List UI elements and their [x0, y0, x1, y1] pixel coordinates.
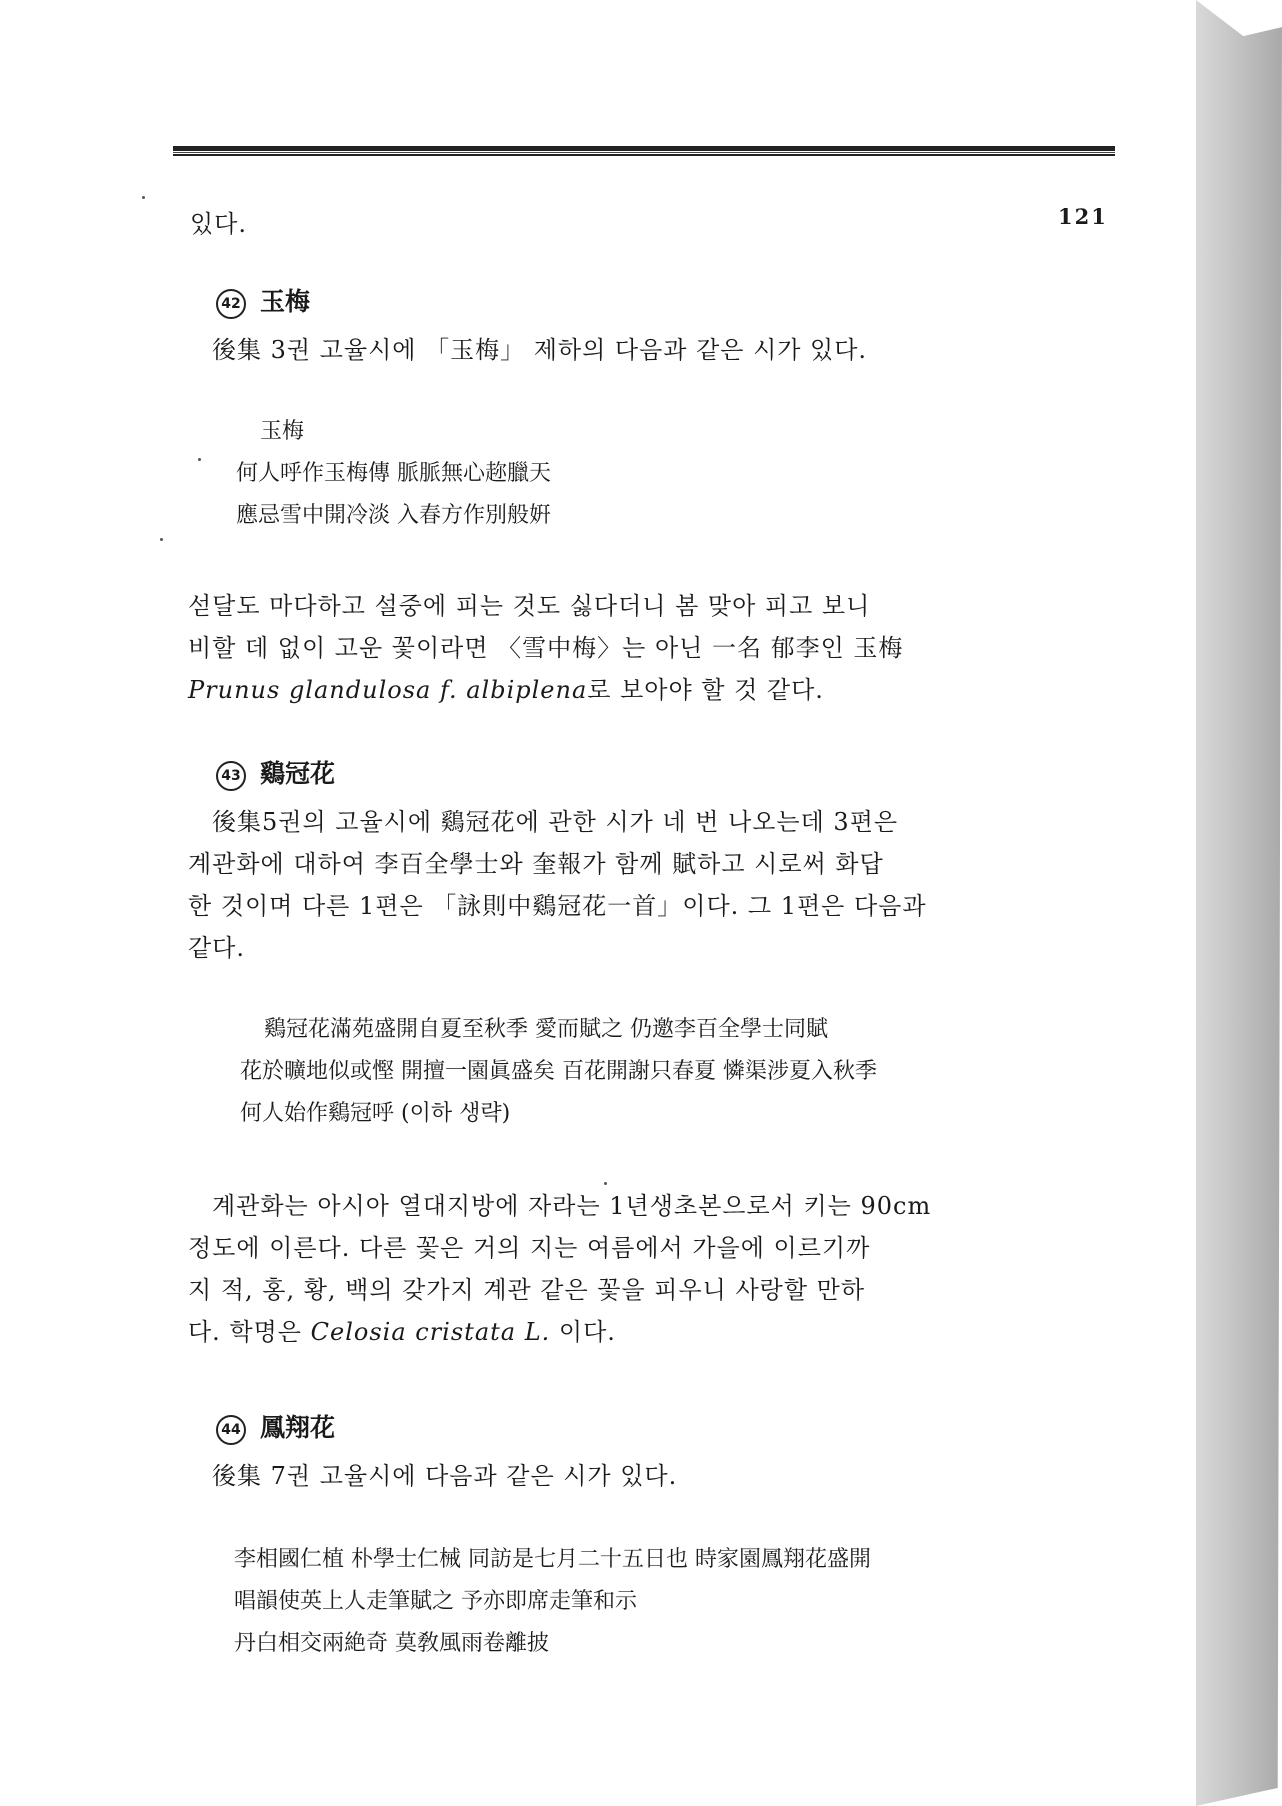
body-line-suffix: 이다. — [558, 1318, 616, 1346]
section-heading-43 — [216, 754, 335, 791]
body-line — [188, 1312, 616, 1347]
poem-line: 何人呼作玉梅傳 脈脈無心趂臘天 — [236, 461, 551, 486]
poem-line: 應忌雪中開冷淡 入春方作別般姸 — [236, 503, 551, 528]
speck — [198, 458, 201, 461]
body-line-suffix: 로 보아야 할 것 같다. — [587, 676, 824, 704]
body-line: 정도에 이른다. 다른 꽃은 거의 지는 여름에서 가을에 이르기까 — [188, 1234, 871, 1262]
section-title: 鷄冠花 — [260, 759, 336, 788]
section-number: 42 — [216, 289, 246, 319]
section-heading-42 — [216, 282, 310, 319]
scientific-name: Celosia cristata L. — [310, 1318, 551, 1346]
section-number: 43 — [216, 761, 246, 791]
body-line: 섣달도 마다하고 설중에 피는 것도 싫다더니 봄 맞아 피고 보니 — [188, 592, 871, 620]
poem-line: 鷄冠花滿苑盛開自夏至秋季 愛而賦之 仍邀李百全學士同賦 — [264, 1017, 828, 1042]
header-rule — [173, 146, 1115, 156]
poem-line: 花於曠地似或慳 開擅一園眞盛矣 百花開謝只春夏 憐渠涉夏入秋季 — [240, 1059, 877, 1084]
section-intro: 계관화에 대하여 李百全學士와 奎報가 함께 賦하고 시로써 화답 — [188, 850, 884, 878]
section-intro: 後集 7권 고율시에 다음과 같은 시가 있다. — [212, 1462, 678, 1490]
poem-line: 丹白相交兩絶奇 莫敎風雨卷離披 — [234, 1631, 549, 1656]
speck — [142, 196, 145, 199]
poem-line: 唱韻使英上人走筆賦之 予亦即席走筆和示 — [234, 1589, 637, 1614]
poem-line: 玉梅 — [260, 419, 305, 444]
body-line: 지 적, 홍, 황, 백의 갖가지 계관 같은 꽃을 피우니 사랑할 만하 — [188, 1276, 866, 1304]
poem-line: 何人始作鷄冠呼 (이하 생략) — [240, 1101, 511, 1126]
section-title: 鳳翔花 — [260, 1413, 336, 1442]
section-intro: 後集 3권 고율시에 「玉梅」 제하의 다음과 같은 시가 있다. — [212, 336, 868, 364]
section-intro: 같다. — [188, 934, 245, 962]
section-number: 44 — [216, 1415, 246, 1445]
section-intro: 한 것이며 다른 1편은 「詠則中鷄冠花一首」이다. 그 1편은 다음과 — [188, 892, 927, 920]
page-stack-edge — [1196, 0, 1282, 1806]
body-line: 비할 데 없이 고운 꽃이라면 〈雪中梅〉는 아닌 一名 郁李인 玉梅 — [188, 634, 904, 662]
scientific-name: Prunus glandulosa f. albiplena — [188, 676, 588, 704]
speck — [160, 538, 163, 541]
section-intro: 後集5권의 고율시에 鷄冠花에 관한 시가 네 번 나오는데 3편은 — [212, 808, 899, 836]
page-number: 121 — [1058, 204, 1108, 229]
poem-line: 李相國仁植 朴學士仁械 同訪是七月二十五日也 時家園鳳翔花盛開 — [234, 1547, 871, 1572]
speck — [604, 1182, 607, 1185]
body-line — [188, 670, 824, 705]
section-title: 玉梅 — [260, 287, 311, 316]
section-heading-44 — [216, 1408, 335, 1445]
continuation-text: 있다. — [190, 210, 247, 238]
body-line: 계관화는 아시아 열대지방에 자라는 1년생초본으로서 키는 90cm — [212, 1192, 932, 1220]
body-line-prefix: 다. 학명은 — [188, 1318, 302, 1346]
